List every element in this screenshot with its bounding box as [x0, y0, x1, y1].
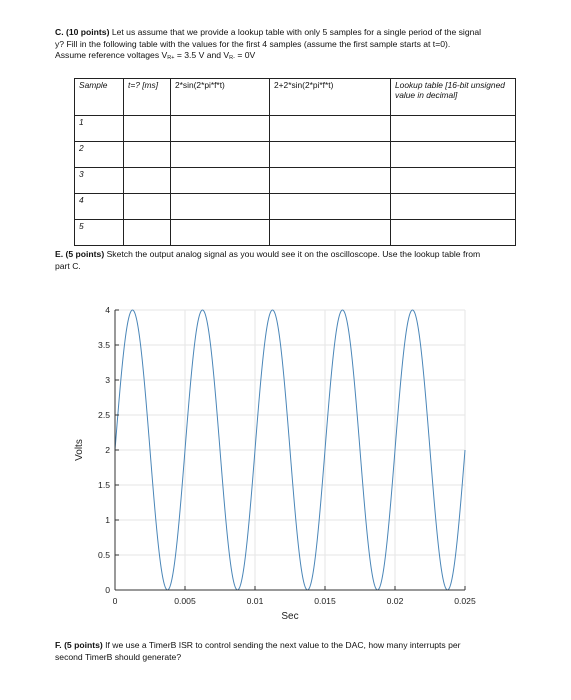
- cell-lookup[interactable]: [391, 194, 516, 220]
- part-c-question: [55, 27, 540, 65]
- table-row: [75, 116, 516, 142]
- part-e-line1: Sketch the output analog signal as you would see it on the oscilloscope. Use the lookup table from: [104, 249, 481, 259]
- part-f-heading: F. (5 points): [55, 640, 103, 650]
- y-tick-label: 0.5: [98, 550, 110, 560]
- lookup-table: [74, 78, 516, 246]
- cell-sin[interactable]: [171, 168, 270, 194]
- cell-sin[interactable]: [171, 220, 270, 246]
- cell-time[interactable]: [124, 168, 171, 194]
- sample-number: 5: [75, 220, 124, 246]
- y-axis-label: Volts: [74, 439, 85, 461]
- table-row: [75, 220, 516, 246]
- y-tick-label: 1.5: [98, 480, 110, 490]
- table-header-row: [75, 79, 516, 116]
- cell-lookup[interactable]: [391, 168, 516, 194]
- part-f-line2: second TimerB should generate?: [55, 651, 182, 662]
- y-tick-label: 2.5: [98, 410, 110, 420]
- part-f-line1: If we use a TimerB ISR to control sending the next value to the DAC, how many interrupts per: [102, 640, 461, 650]
- part-c-line3: Assume reference voltages $V_{R+} = 3.5$ V and $V_{R-} = 0V$: [55, 50, 256, 61]
- header-lookup: Lookup table [16-bit unsigned value in decimal]: [391, 79, 516, 116]
- header-sin: 2*sin(2*pi*f*t): [171, 79, 270, 116]
- cell-offset-sin[interactable]: [270, 168, 391, 194]
- x-tick-label: 0.01: [246, 596, 264, 606]
- header-time: t=? [ms]: [124, 79, 171, 116]
- sample-number: 3: [75, 168, 124, 194]
- part-c-heading: C. (10 points): [55, 27, 110, 37]
- sample-number: 4: [75, 194, 124, 220]
- y-tick-label: 0: [105, 585, 110, 595]
- cell-offset-sin[interactable]: [270, 116, 391, 142]
- x-tick-label: 0.02: [386, 596, 404, 606]
- sample-number: 2: [75, 142, 124, 168]
- cell-offset-sin[interactable]: [270, 220, 391, 246]
- cell-sin[interactable]: [171, 194, 270, 220]
- x-tick-label: 0.005: [174, 596, 196, 606]
- sine-wave-plot: [60, 290, 490, 630]
- cell-lookup[interactable]: [391, 220, 516, 246]
- cell-sin[interactable]: [171, 116, 270, 142]
- y-tick-label: 3.5: [98, 340, 110, 350]
- x-axis-label: Sec: [281, 611, 299, 622]
- table-row: [75, 142, 516, 168]
- y-tick-label: 2: [105, 445, 110, 455]
- part-f-question: [55, 640, 540, 663]
- y-tick-label: 1: [105, 515, 110, 525]
- cell-time[interactable]: [124, 194, 171, 220]
- part-e-line2: part C.: [55, 260, 81, 271]
- cell-lookup[interactable]: [391, 116, 516, 142]
- x-tick-label: 0.015: [314, 596, 336, 606]
- cell-time[interactable]: [124, 116, 171, 142]
- cell-offset-sin[interactable]: [270, 194, 391, 220]
- sample-number: 1: [75, 116, 124, 142]
- header-offset-sin: 2+2*sin(2*pi*f*t): [270, 79, 391, 116]
- table-row: [75, 194, 516, 220]
- table-row: [75, 168, 516, 194]
- x-tick-label: 0: [112, 596, 118, 606]
- cell-offset-sin[interactable]: [270, 142, 391, 168]
- cell-time[interactable]: [124, 220, 171, 246]
- part-c-line2: y? Fill in the following table with the values for the first 4 samples (assume the first sample starts at t=0).: [55, 38, 451, 49]
- cell-lookup[interactable]: [391, 142, 516, 168]
- y-tick-label: 3: [105, 375, 110, 385]
- part-c-line1: Let us assume that we provide a lookup table with only 5 samples for a single period of the signal: [109, 27, 482, 37]
- x-tick-label: 0.025: [454, 596, 476, 606]
- header-sample: Sample: [75, 79, 124, 116]
- cell-sin[interactable]: [171, 142, 270, 168]
- part-e-question: [55, 249, 540, 272]
- part-e-heading: E. (5 points): [55, 249, 105, 259]
- cell-time[interactable]: [124, 142, 171, 168]
- y-tick-label: 4: [105, 305, 110, 315]
